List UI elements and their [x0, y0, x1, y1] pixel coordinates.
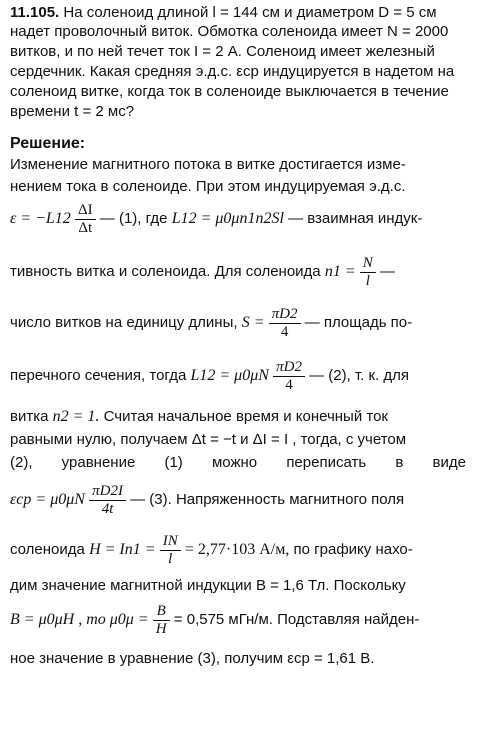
line5-text: число витков на единицу длины,: [10, 314, 238, 331]
eq3-num: πD2I: [89, 483, 126, 501]
line13-num: B: [153, 603, 170, 621]
problem-line-3: витков, и по ней течет ток I = 2 А. Соленоид имеет железный: [10, 43, 435, 60]
problem-line-4: сердечник. Какая средняя э.д.с. εср индуцируется в надетом на: [10, 63, 455, 80]
solution-line-13: [10, 600, 419, 640]
line4-n1: n1 =: [324, 263, 356, 280]
solution-line-6: [10, 356, 409, 396]
problem-line-2: надет проволочный виток. Обмотка соленоида имеет N = 2000: [10, 23, 449, 40]
solution-line-8: равными нулю, получаем Δt = −t и ΔI = I , тогда, с учетом: [10, 431, 407, 448]
line13-fraction: [153, 603, 170, 638]
eq3-tail: — (3). Напряженность магнитного поля: [130, 491, 405, 508]
solution-line-4: [10, 252, 395, 292]
line5-S: S =: [241, 314, 265, 331]
line6-tail: — (2), т. к. для: [309, 367, 410, 384]
line7-tail: Считая начальное время и конечный ток: [103, 408, 388, 425]
eq1-text: — (1), где: [99, 210, 168, 227]
problem-line-5: соленоид витке, когда ток в соленоиде выключается в течение: [10, 83, 449, 100]
line11-text: соленоида: [10, 541, 85, 558]
line11-tail: по графику нахо-: [293, 541, 413, 558]
line6-den: 4: [285, 376, 293, 393]
line11-fraction: [160, 533, 181, 568]
line6-text: перечного сечения, тогда: [10, 367, 187, 384]
eq1-mutual: L12 = μ0μn1n2Sl: [171, 210, 284, 227]
solution-heading: Решение:: [10, 135, 86, 152]
solution-eq1-line: [10, 200, 422, 238]
line7-n2: n2 = 1.: [52, 408, 100, 425]
eq3-den: 4t: [101, 500, 114, 517]
line11-value: = 2,77·103 А/м,: [184, 541, 290, 558]
line9-word: (1): [164, 454, 183, 471]
line6-num: πD2: [273, 359, 305, 377]
line4-fraction: [360, 255, 376, 290]
line11-num: IN: [160, 533, 181, 551]
line7-text: витка: [10, 408, 49, 425]
line13-text: B = μ0μH , то μ0μ =: [10, 611, 149, 628]
eq1-fraction: [75, 202, 96, 237]
line4-text: тивность витка и соленоида. Для соленоида: [10, 263, 321, 280]
eq1-lhs: ε = −L12: [10, 210, 71, 227]
eq1-tail: — взаимная индук-: [288, 210, 423, 227]
solution-line-2: нением тока в соленоиде. При этом индуцируемая э.д.с.: [10, 178, 406, 195]
problem-text-1: На соленоид длиной l = 144 см и диаметром D = 5 см: [63, 4, 437, 21]
line5-fraction: [269, 306, 301, 341]
solution-line-12: дим значение магнитной индукции B = 1,6 Тл. Поскольку: [10, 577, 406, 594]
line4-den: l: [365, 272, 370, 289]
line9-word: виде: [432, 454, 466, 471]
eq3-fraction: [89, 483, 126, 518]
line4-tail: —: [379, 263, 395, 280]
line9-word: можно: [211, 454, 258, 471]
solution-eq3-line: [10, 480, 404, 520]
line9-word: в: [395, 454, 404, 471]
line9-word: уравнение: [61, 454, 136, 471]
line6-L: L12 = μ0μN: [190, 367, 269, 384]
problem-line-1: [10, 4, 466, 22]
line11-H: H = In1 =: [89, 541, 156, 558]
line5-tail: — площадь по-: [304, 314, 413, 331]
solution-line-9: [10, 454, 466, 472]
solution-line-5: [10, 303, 412, 343]
solution-line-1: Изменение магнитного потока в витке достигается изме-: [10, 156, 406, 173]
solution-line-11: [10, 530, 413, 570]
solution-line-14: ное значение в уравнение (3), получим εср = 1,61 В.: [10, 650, 375, 667]
line6-fraction: [273, 359, 305, 394]
eq1-den: Δt: [78, 219, 93, 236]
line9-word: (2),: [10, 454, 33, 471]
problem-number: 11.105.: [10, 4, 60, 21]
line5-num: πD2: [269, 306, 301, 324]
line13-tail: = 0,575 мГн/м. Подставляя найден-: [173, 611, 420, 628]
line9-word: переписать: [286, 454, 367, 471]
eq1-num: ΔI: [75, 202, 96, 220]
line13-den: H: [155, 620, 167, 637]
line11-den: l: [168, 550, 173, 567]
line5-den: 4: [280, 323, 289, 340]
problem-line-6: времени t = 2 мс?: [10, 103, 135, 120]
line4-num: N: [360, 255, 376, 273]
solution-line-7: [10, 408, 388, 426]
eq3-lhs: εср = μ0μN: [10, 491, 85, 508]
